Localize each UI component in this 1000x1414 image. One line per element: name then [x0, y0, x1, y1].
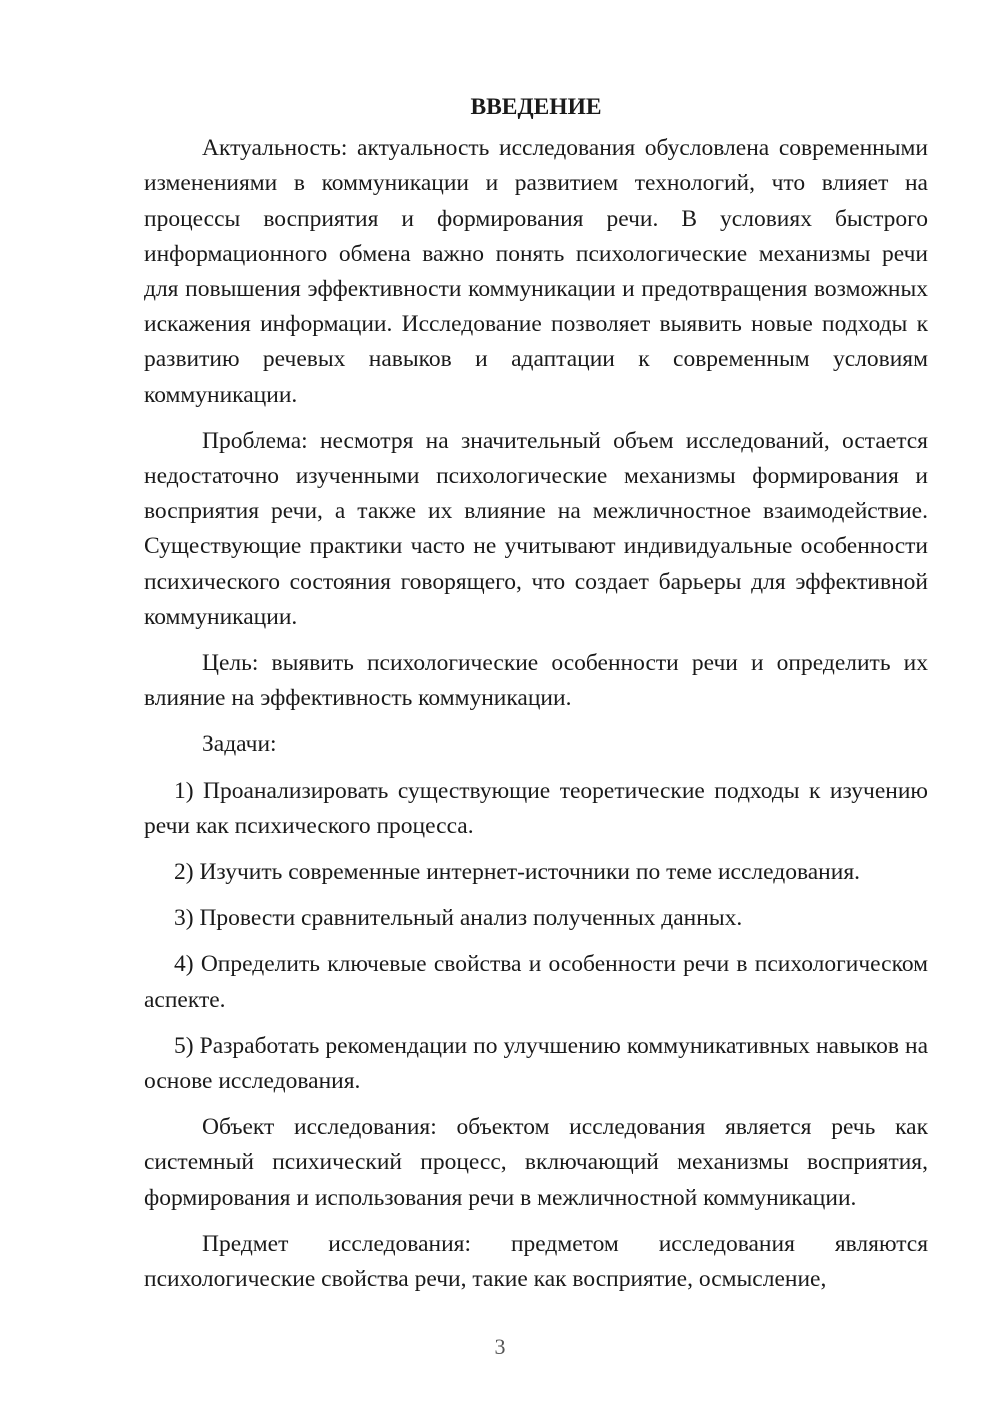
paragraph-subject: Предмет исследования: предметом исследования являются психологические свойства речи, такие как восприятие, осмысление,	[144, 1230, 928, 1293]
task-item-5: 5) Разработать рекомендации по улучшению коммуникативных навыков на основе исследования.	[144, 1032, 928, 1095]
task-item-4: 4) Определить ключевые свойства и особенности речи в психологическом аспекте.	[144, 951, 928, 1013]
page-content	[144, 90, 928, 1308]
tasks-heading: Задачи:	[202, 731, 277, 758]
task-item-1: 1) Проанализировать существующие теоретические подходы к изучению речи как психического процесса.	[144, 777, 928, 839]
page-title: ВВЕДЕНИЕ	[470, 94, 602, 120]
task-item-2: 2) Изучить современные интернет-источники по теме исследования.	[174, 859, 860, 886]
page-number: 3	[494, 1334, 506, 1359]
paragraph-goal: Цель: выявить психологические особенности речи и определить их влияние на эффективность коммуникации.	[144, 650, 928, 712]
task-item-3: 3) Провести сравнительный анализ полученных данных.	[174, 905, 743, 932]
paragraph-problem: Проблема: несмотря на значительный объем исследований, остается недостаточно изученными психологические механизмы формирования и восприятия речи, а также их влияние на межличностное взаимодействие. Существующие практики часто не учитывают индивидуальные особенности психического состояния говорящего, что создает барьеры для эффективной коммуникации.	[144, 427, 928, 630]
paragraph-object: Объект исследования: объектом исследования является речь как системный психический процесс, включающий механизмы восприятия, формирования и использования речи в межличностной коммуникации.	[144, 1114, 928, 1211]
paragraph-relevance: Актуальность: актуальность исследования обусловлена современными изменениями в коммуникации и развитием технологий, что влияет на процессы восприятия и формирования речи. В условиях быстрого информационного обмена важно понять психологические механизмы речи для повышения эффективности коммуникации и предотвращения возможных искажения информации. Исследование позволяет выявить новые подходы к развитию речевых навыков и адаптации к современным условиям коммуникации.	[144, 135, 928, 408]
